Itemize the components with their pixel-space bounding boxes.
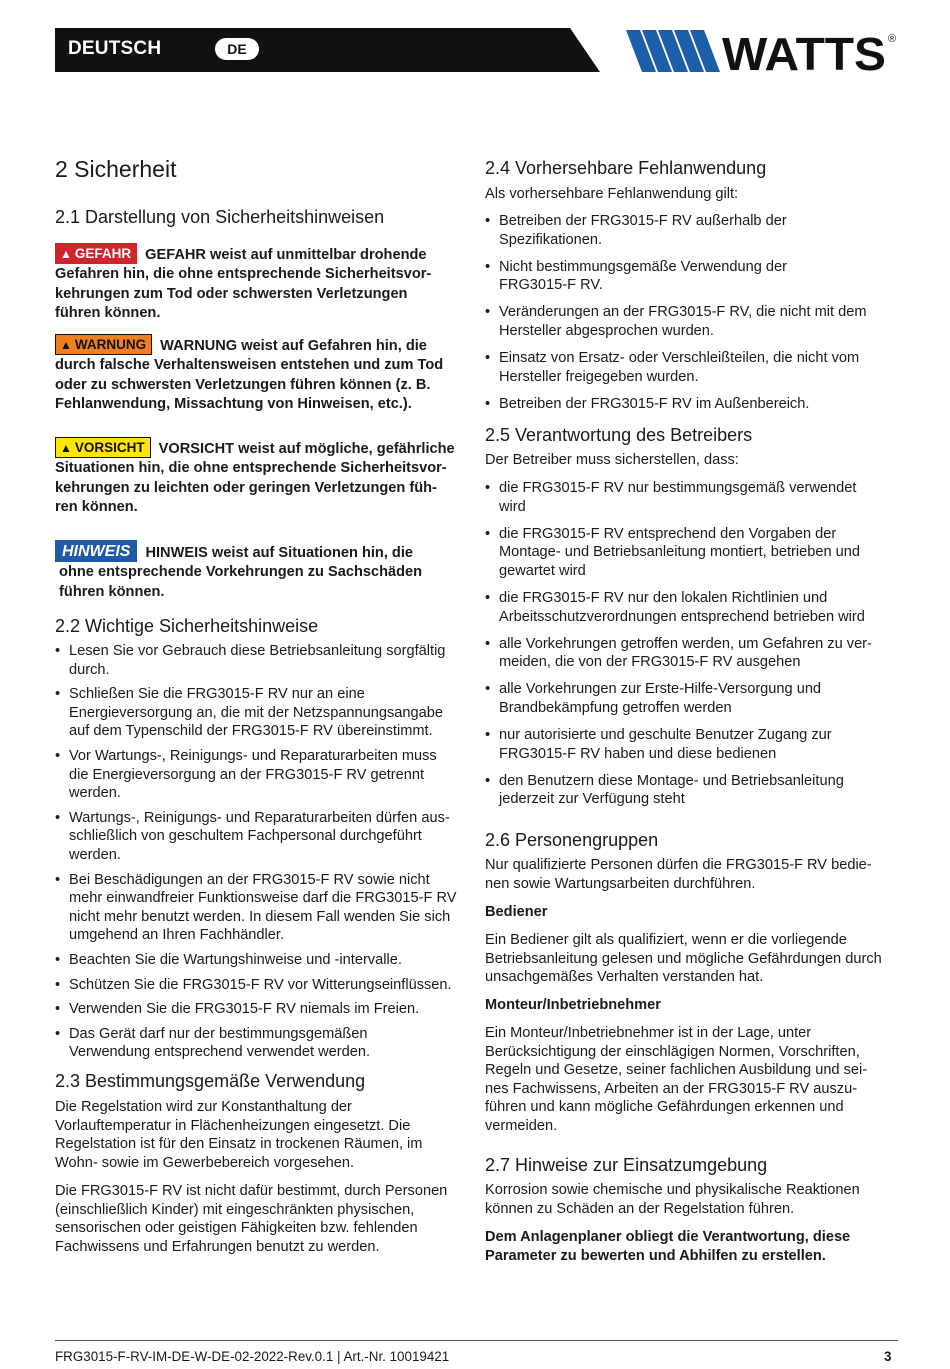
heading-2-7: 2.7 Hinweise zur Einsatzumgebung: [485, 1155, 768, 1175]
warning-triangle-icon: ▲: [60, 247, 72, 261]
environment-paragraph: Korrosion sowie chemische und physikalische Reaktionen können zu Schäden an der Regelstation führen.: [485, 1182, 860, 1217]
list-item: • Verwenden Sie die FRG3015-F RV niemals im Freien.: [55, 1000, 467, 1019]
page-number: 3: [884, 1349, 892, 1364]
list-item: • Betreiben der FRG3015-F RV im Außenbereich.: [485, 395, 900, 414]
list-item: • die FRG3015-F RV nur den lokalen Richtlinien und Arbeitsschutzverordnungen entsprechend betrieben wird: [485, 589, 900, 626]
bediener-paragraph: Ein Bediener gilt als qualifiziert, wenn er die vorliegende Betriebsanleitung gelesen und mögliche Gefährdungen durch unsachgemäßes Verhalten verstanden hat.: [485, 932, 882, 986]
monteur-heading: Monteur/Inbetriebnehmer: [485, 997, 661, 1013]
section-title-safety: 2 Sicherheit: [55, 156, 177, 182]
hinweis-notice: HINWEIS HINWEIS weist auf Situationen hin, die ohne entsprechende Vorkehrungen zu Sachschäden führen können.: [55, 540, 467, 602]
svg-text:WATTS: WATTS: [722, 28, 886, 74]
vorsicht-notice: ▲ VORSICHT VORSICHT weist auf mögliche, gefährliche Situationen hin, die ohne entsprechende Sicherheitsvor- kehrungen zu leichten oder geringen Verletzungen füh- ren können.: [55, 437, 467, 518]
watts-logo: [626, 28, 898, 74]
planner-responsibility-note: Dem Anlagenplaner obliegt die Verantwortung, diese Parameter zu bewerten und Abhilfen zu erstellen.: [485, 1229, 851, 1264]
intended-use-paragraph-1: Die Regelstation wird zur Konstanthaltung der Vorlauftemperatur in Flächenheizungen eingesetzt. Die Regelstation ist für den Einsatz in trockenen Räumen, im Wohn- sowie im Gewerbebereich vorgesehen.: [55, 1099, 423, 1171]
safety-instructions-list: [55, 642, 467, 1062]
list-item: • Wartungs-, Reinigungs- und Reparaturarbeiten dürfen aus- schließlich von geschultem Fachpersonal durchgeführt werden.: [55, 809, 467, 865]
heading-2-4: 2.4 Vorhersehbare Fehlanwendung: [485, 158, 767, 178]
list-item: • Schützen Sie die FRG3015-F RV vor Witterungseinflüssen.: [55, 976, 467, 995]
list-item: • den Benutzern diese Montage- und Betriebsanleitung jederzeit zur Verfügung steht: [485, 772, 900, 809]
gefahr-label: ▲ GEFAHR: [55, 243, 137, 264]
list-item: • Nicht bestimmungsgemäße Verwendung der FRG3015-F RV.: [485, 258, 900, 295]
warnung-notice: ▲ WARNUNG WARNUNG weist auf Gefahren hin, die durch falsche Verhaltensweisen entstehen und zum Tod oder zu schwersten Verletzungen führen können (z. B. Fehlanwendung, Missachtung von Hinweisen, etc.).: [55, 334, 467, 415]
bediener-heading: Bediener: [485, 904, 548, 920]
personnel-intro: Nur qualifizierte Personen dürfen die FRG3015-F RV bedie- nen sowie Wartungsarbeiten durchführen.: [485, 857, 872, 892]
misuse-intro: Als vorhersehbare Fehlanwendung gilt:: [485, 186, 739, 202]
intended-use-paragraph-2: Die FRG3015-F RV ist nicht dafür bestimmt, durch Personen (einschließlich Kinder) mit eingeschränkten physischen, sensorischen oder geistigen Fähigkeiten bzw. fehlenden Fachwissens und Erfahrungen benutzt zu werden.: [55, 1183, 448, 1255]
list-item: • Beachten Sie die Wartungshinweise und -intervalle.: [55, 951, 467, 970]
list-item: • nur autorisierte und geschulte Benutzer Zugang zur FRG3015-F RV haben und diese bedienen: [485, 726, 900, 763]
footer-document-reference: FRG3015-F-RV-IM-DE-W-DE-02-2022-Rev.0.1 | Art.-Nr. 10019421: [55, 1349, 450, 1364]
list-item: • alle Vorkehrungen zur Erste-Hilfe-Versorgung und Brandbekämpfung getroffen werden: [485, 680, 900, 717]
warnung-label: ▲ WARNUNG: [55, 334, 152, 355]
list-item: • Schließen Sie die FRG3015-F RV nur an eine Energieversorgung an, die mit der Netzspannungsangabe auf dem Typenschild der FRG3015-F RV übereinstimmt.: [55, 685, 467, 741]
list-item: • Das Gerät darf nur der bestimmungsgemäßen Verwendung entsprechend verwendet werden.: [55, 1025, 467, 1062]
list-item: • die FRG3015-F RV entsprechend den Vorgaben der Montage- und Betriebsanleitung montiert, betrieben und gewartet wird: [485, 525, 900, 581]
warning-triangle-icon: ▲: [60, 338, 72, 352]
operator-responsibility-list: [485, 479, 900, 809]
svg-text:®: ®: [888, 33, 897, 45]
list-item: • Betreiben der FRG3015-F RV außerhalb der Spezifikationen.: [485, 212, 900, 249]
list-item: • alle Vorkehrungen getroffen werden, um Gefahren zu ver- meiden, die von der FRG3015-F RV ausgehen: [485, 635, 900, 672]
heading-2-5: 2.5 Verantwortung des Betreibers: [485, 425, 753, 445]
footer-divider: [55, 1340, 898, 1341]
language-code-badge: DE: [215, 38, 259, 60]
heading-2-3: 2.3 Bestimmungsgemäße Verwendung: [55, 1071, 366, 1091]
list-item: • die FRG3015-F RV nur bestimmungsgemäß verwendet wird: [485, 479, 900, 516]
list-item: • Vor Wartungs-, Reinigungs- und Reparaturarbeiten muss die Energieversorgung an der FRG3015-F RV getrennt werden.: [55, 747, 467, 803]
heading-2-6: 2.6 Personengruppen: [485, 830, 659, 850]
list-item: • Einsatz von Ersatz- oder Verschleißteilen, die nicht vom Hersteller freigegeben wurden.: [485, 349, 900, 386]
gefahr-notice: ▲ GEFAHR GEFAHR weist auf unmittelbar drohende Gefahren hin, die ohne entsprechende Sicherheitsvor- kehrungen zum Tod oder schwersten Verletzungen führen können.: [55, 243, 467, 324]
list-item: • Veränderungen an der FRG3015-F RV, die nicht mit dem Hersteller abgesprochen wurden.: [485, 303, 900, 340]
heading-2-2: 2.2 Wichtige Sicherheitshinweise: [55, 616, 319, 636]
list-item: • Lesen Sie vor Gebrauch diese Betriebsanleitung sorgfältig durch.: [55, 642, 467, 679]
warning-triangle-icon: ▲: [60, 441, 72, 455]
hinweis-label: HINWEIS: [55, 540, 137, 562]
misuse-list: [485, 212, 900, 413]
heading-2-1: 2.1 Darstellung von Sicherheitshinweisen: [55, 207, 385, 227]
monteur-paragraph: Ein Monteur/Inbetriebnehmer ist in der Lage, unter Berücksichtigung der einschlägigen Normen, Vorschriften, Regeln und Gesetze, seiner fachlichen Ausbildung und sei- nes Fachwissens, Arbeiten an der FRG3015-F RV auszu- führen und kann mögliche Gefährdungen erkennen und vermeiden.: [485, 1025, 868, 1134]
language-title: DEUTSCH: [68, 38, 162, 59]
list-item: • Bei Beschädigungen an der FRG3015-F RV sowie nicht mehr einwandfreier Funktionsweise darf die FRG3015-F RV nicht mehr benutzt werden. In diesem Fall wenden Sie sich umgehend an Ihren Fachhändler.: [55, 871, 467, 945]
operator-intro: Der Betreiber muss sicherstellen, dass:: [485, 452, 739, 468]
vorsicht-label: ▲ VORSICHT: [55, 437, 151, 458]
